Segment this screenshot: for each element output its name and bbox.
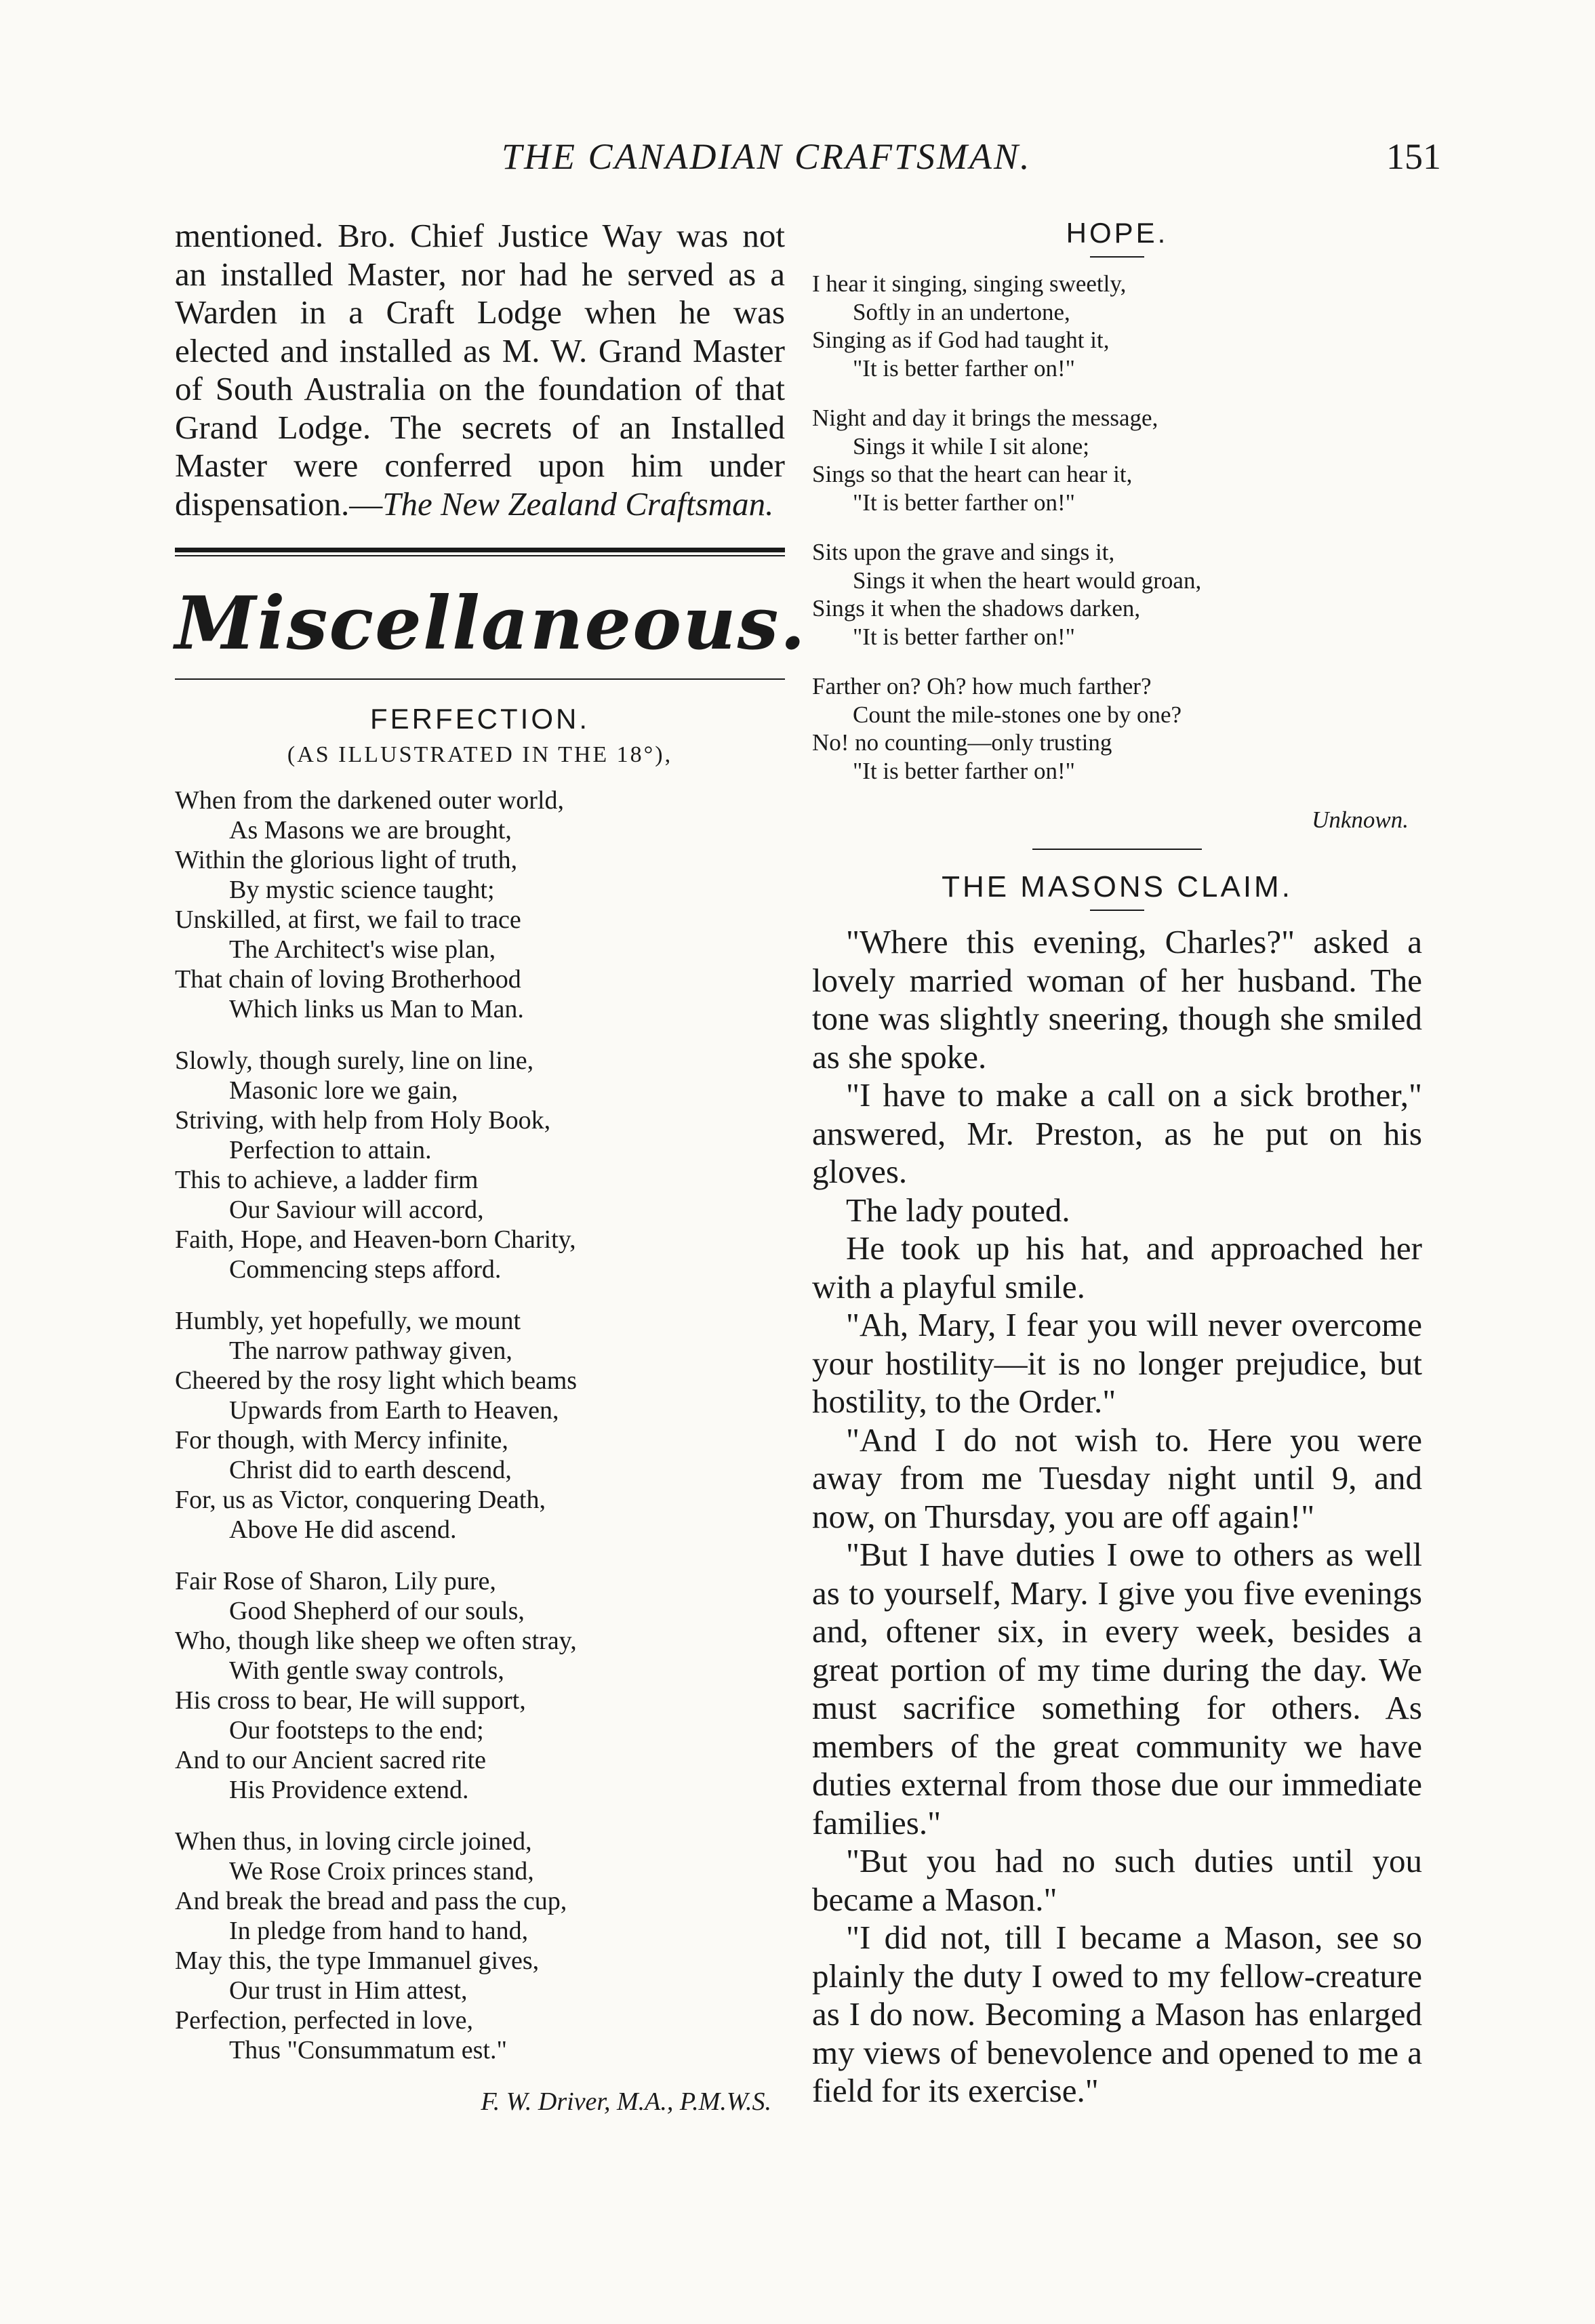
poem-line: Count the mile-stones one by one?	[853, 701, 1182, 728]
poem-line: Upwards from Earth to Heaven,	[229, 1396, 559, 1425]
poem-line: For though, with Mercy infinite,	[175, 1426, 508, 1454]
poem-line: Farther on? Oh? how much farther?	[812, 673, 1152, 699]
poem-line: Softly in an undertone,	[853, 298, 1070, 325]
poem-line: His cross to bear, He will support,	[175, 1686, 526, 1715]
poem-line: Cheered by the rosy light which beams	[175, 1366, 578, 1395]
poem-line: In pledge from hand to hand,	[229, 1917, 529, 1945]
poem-line: Perfection, perfected in love,	[175, 2006, 473, 2035]
poem-line: Within the glorious light of truth,	[175, 846, 518, 874]
poem-line: When from the darkened outer world,	[175, 786, 565, 815]
poem-line: Sings it when the heart would groan,	[853, 567, 1202, 594]
intro-source: The New Zealand Craftsman.	[382, 485, 774, 523]
poem-line: Sings it when the shadows darken,	[812, 595, 1141, 621]
poem-line: No! no counting—only trusting	[812, 729, 1112, 756]
poem-line: When thus, in loving circle joined,	[175, 1827, 532, 1856]
poem-perfection	[175, 786, 785, 2065]
stanza	[812, 404, 1422, 516]
article-title: THE MASONS CLAIM.	[942, 870, 1293, 903]
poem-line: Sings so that the heart can hear it,	[812, 461, 1133, 487]
journal-title: THE CANADIAN CRAFTSMAN.	[502, 136, 1032, 177]
poem-line: "It is better farther on!"	[853, 623, 1075, 650]
poem-line: Night and day it brings the message,	[812, 405, 1158, 431]
poem-signature: F. W. Driver, M.A., P.M.W.S.	[481, 2087, 771, 2116]
poem-line: May this, the type Immanuel gives,	[175, 1946, 540, 1975]
poem-line: Slowly, though surely, line on line,	[175, 1046, 534, 1075]
poem-line: Masonic lore we gain,	[229, 1076, 458, 1105]
article-paragraph: "And I do not wish to. Here you were away from me Tuesday night until 9, and now, on Thursday, you are off again!"	[812, 1421, 1422, 1535]
intro-paragraph	[175, 217, 785, 523]
poem-line: Commencing steps afford.	[229, 1255, 502, 1284]
poem-line: Perfection to attain.	[229, 1136, 432, 1164]
left-column	[175, 217, 807, 2117]
intro-text: mentioned. Bro. Chief Justice Way was not an installed Master, nor had he served as a Warden in a Craft Lodge when he was elected and installed as M. W. Grand Master of South Australia on the foundation of that Grand Lodge. The secrets of an Installed Master were conferred upon him under dispensation.—	[175, 217, 785, 523]
poem-line: "It is better farther on!"	[853, 489, 1075, 516]
article-paragraph: "But you had no such duties until you became a Mason."	[812, 1842, 1422, 1918]
poem-line: Unskilled, at first, we fail to trace	[175, 905, 521, 934]
poem-line: Our footsteps to the end;	[229, 1716, 484, 1745]
poem-title-perfection: FERFECTION.	[370, 703, 590, 735]
title-rule	[1090, 256, 1144, 258]
stanza	[175, 1306, 785, 1545]
stanza	[812, 270, 1422, 382]
stanza	[175, 786, 785, 1024]
poem-line: As Masons we are brought,	[229, 816, 512, 844]
poem-hope	[812, 270, 1422, 785]
poem-line: That chain of loving Brotherhood	[175, 965, 521, 994]
poem-line: With gentle sway controls,	[229, 1656, 504, 1685]
poem-line: Our trust in Him attest,	[229, 1976, 468, 2005]
poem-line: Striving, with help from Holy Book,	[175, 1106, 551, 1135]
poem-line: Sings it while I sit alone;	[853, 432, 1090, 460]
article-body	[812, 923, 1422, 2111]
poem-line: Singing as if God had taught it,	[812, 327, 1110, 353]
poem-line: Humbly, yet hopefully, we mount	[175, 1307, 521, 1335]
section-underline	[175, 678, 785, 680]
poem-author: Unknown.	[1312, 807, 1409, 833]
stanza	[175, 1827, 785, 2065]
poem-line: Good Shepherd of our souls,	[229, 1597, 525, 1625]
poem-line: And break the bread and pass the cup,	[175, 1887, 567, 1915]
poem-line: I hear it singing, singing sweetly,	[812, 270, 1127, 297]
poem-line: Faith, Hope, and Heaven-born Charity,	[175, 1225, 576, 1254]
stanza	[812, 672, 1422, 785]
poem-line: For, us as Victor, conquering Death,	[175, 1486, 546, 1514]
article-paragraph: "Ah, Mary, I fear you will never overcome your hostility—it is no longer prejudice, but hostility, to the Order."	[812, 1306, 1422, 1420]
stanza	[812, 538, 1422, 651]
poem-line: Above He did ascend.	[229, 1515, 457, 1544]
article-paragraph: The lady pouted.	[846, 1191, 1070, 1229]
poem-line: Sits upon the grave and sings it,	[812, 539, 1115, 565]
poem-line: Thus "Consummatum est."	[229, 2036, 507, 2064]
poem-line: Our Saviour will accord,	[229, 1196, 484, 1224]
section-title: Miscellaneous.	[175, 581, 807, 666]
poem-line: "It is better farther on!"	[853, 757, 1075, 784]
poem-line: Fair Rose of Sharon, Lily pure,	[175, 1567, 496, 1595]
poem-line: The Architect's wise plan,	[229, 935, 496, 964]
poem-line: Christ did to earth descend,	[229, 1456, 512, 1484]
article-paragraph: "I did not, till I became a Mason, see so plainly the duty I owed to my fellow-creature as I do now. Becoming a Mason has enlarged my views of benevolence and opened to me a field for its exercise."	[812, 1919, 1422, 2109]
poem-line: "It is better farther on!"	[853, 354, 1075, 382]
poem-subtitle: (AS ILLUSTRATED IN THE 18°),	[287, 742, 673, 767]
article-paragraph: He took up his hat, and approached her with a playful smile.	[812, 1229, 1422, 1305]
running-head	[0, 136, 1595, 190]
poem-line: We Rose Croix princes stand,	[229, 1857, 534, 1885]
stanza	[175, 1566, 785, 1805]
poem-line: And to our Ancient sacred rite	[175, 1746, 487, 1774]
page-number: 151	[1386, 136, 1441, 177]
poem-line: This to achieve, a ladder firm	[175, 1166, 479, 1194]
poem-line: By mystic science taught;	[229, 876, 495, 904]
article-paragraph: "I have to make a call on a sick brother," answered, Mr. Preston, as he put on his gloves.	[812, 1076, 1422, 1190]
article-divider	[1032, 849, 1202, 850]
poem-title-hope: HOPE.	[1066, 217, 1169, 249]
poem-line: The narrow pathway given,	[229, 1337, 512, 1365]
article-title-rule	[1090, 910, 1144, 911]
section-divider	[175, 548, 785, 556]
poem-line: Who, though like sheep we often stray,	[175, 1627, 577, 1655]
article-paragraph: "But I have duties I owe to others as well as to yourself, Mary. I give you five evenings and, oftener six, in every week, besides a great portion of my time during the day. We must sacrifice something for others. As members of the great community we have duties external from those due our immediate families."	[812, 1536, 1422, 1841]
poem-line: His Providence extend.	[229, 1776, 469, 1804]
article-paragraph: "Where this evening, Charles?" asked a lovely married woman of her husband. The tone was slightly sneering, though she smiled as she spoke.	[812, 923, 1422, 1076]
right-column	[812, 217, 1422, 2111]
poem-line: Which links us Man to Man.	[229, 995, 524, 1023]
stanza	[175, 1046, 785, 1284]
